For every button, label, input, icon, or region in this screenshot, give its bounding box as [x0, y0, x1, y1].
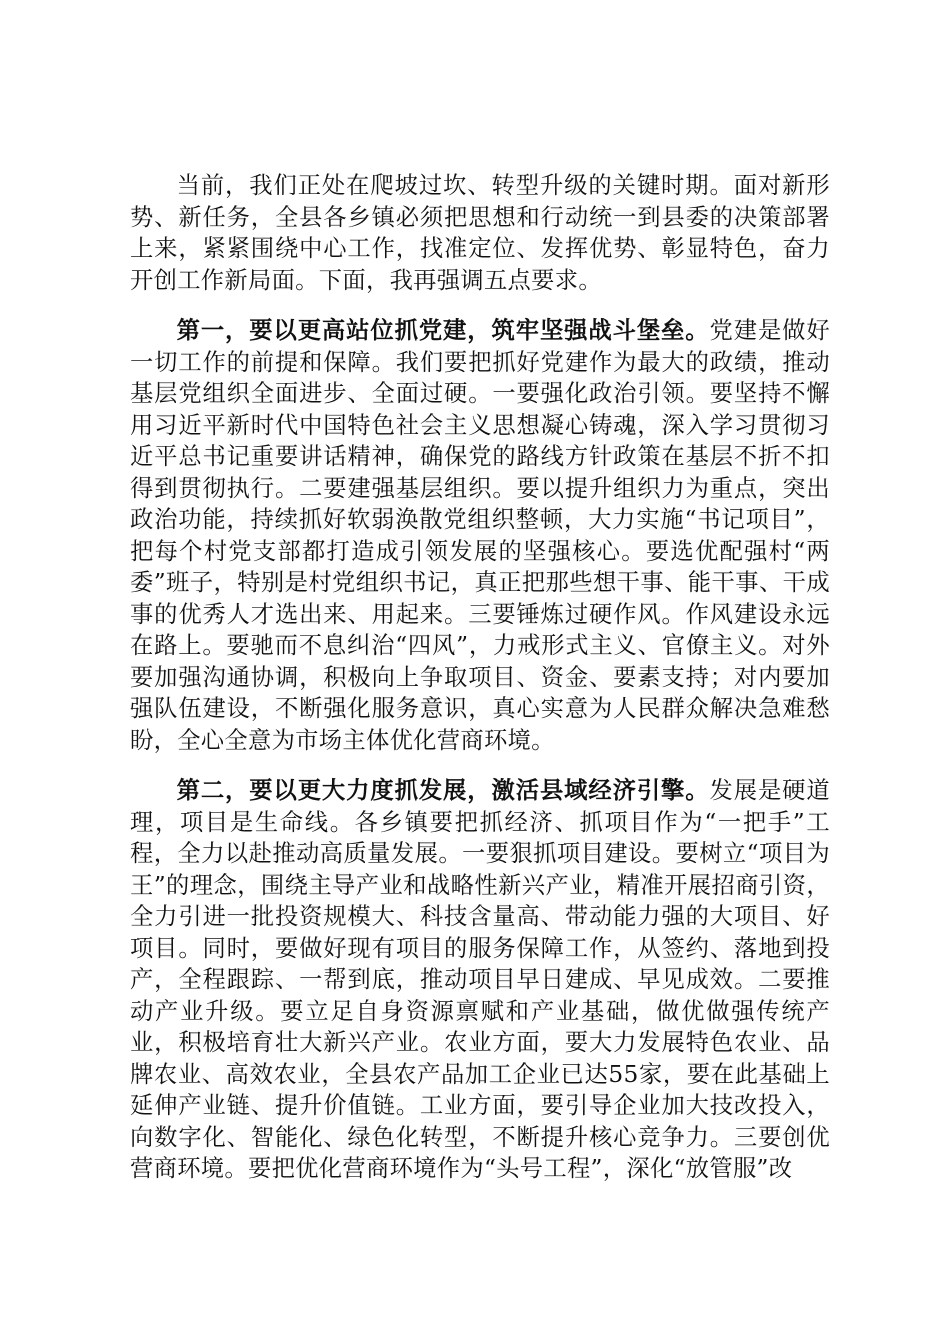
paragraph-text: 发展是硬道理，项目是生命线。各乡镇要把抓经济、抓项目作为“一把手”工程，全力以赴推动高质量发展。一要狠抓项目建设。要树立“项目为王”的理念，围绕主导产业和战略性新兴产业，精准开展招商引资，全力引进一批投资规模大、科技含量高、带动能力强的大项目、好项目。同时，要做好现有项目的服务保障工作，从签约、落地到投产，全程跟踪、一帮到底，推动项目早日建成、早见成效。二要推动产业升级。要立足自身资源禀赋和产业基础，做优做强传统产业，积极培育壮大新兴产业。农业方面，要大力发展特色农业、品牌农业、高效农业，全县农产品加工企业已达55家，要在此基础上延伸产业链、提升价值链。工业方面，要引导企业加大技改投入，向数字化、智能化、绿色化转型，不断提升核心竞争力。三要创优营商环境。要把优化营商环境作为“头号工程”，深化“放管服”改	[130, 777, 830, 1182]
paragraph-intro	[130, 170, 830, 296]
paragraph-lead: 第一，要以更高站位抓党建，筑牢坚强战斗堡垒。	[176, 317, 710, 344]
paragraph-party-building	[130, 315, 830, 756]
paragraph-lead: 第二，要以更大力度抓发展，激活县域经济引擎。	[176, 777, 710, 804]
paragraph-text: 当前，我们正处在爬坡过坎、转型升级的关键时期。面对新形势、新任务，全县各乡镇必须把思想和行动统一到县委的决策部署上来，紧紧围绕中心工作，找准定位、发挥优势、彰显特色，奋力开创工作新局面。下面，我再强调五点要求。	[130, 172, 830, 294]
document-body	[130, 170, 830, 1185]
paragraph-development	[130, 775, 830, 1185]
paragraph-text: 党建是做好一切工作的前提和保障。我们要把抓好党建作为最大的政绩，推动基层党组织全面进步、全面过硬。一要强化政治引领。要坚持不懈用习近平新时代中国特色社会主义思想凝心铸魂，深入学习贯彻习近平总书记重要讲话精神，确保党的路线方针政策在基层不折不扣得到贯彻执行。二要建强基层组织。要以提升组织力为重点，突出政治功能，持续抓好软弱涣散党组织整顿，大力实施“书记项目”，把每个村党支部都打造成引领发展的坚强核心。要选优配强村“两委”班子，特别是村党组织书记，真正把那些想干事、能干事、干成事的优秀人才选出来、用起来。三要锤炼过硬作风。作风建设永远在路上。要驰而不息纠治“四风”，力戒形式主义、官僚主义。对外要加强沟通协调，积极向上争取项目、资金、要素支持；对内要加强队伍建设，不断强化服务意识，真心实意为人民群众解决急难愁盼，全心全意为市场主体优化营商环境。	[130, 317, 830, 754]
